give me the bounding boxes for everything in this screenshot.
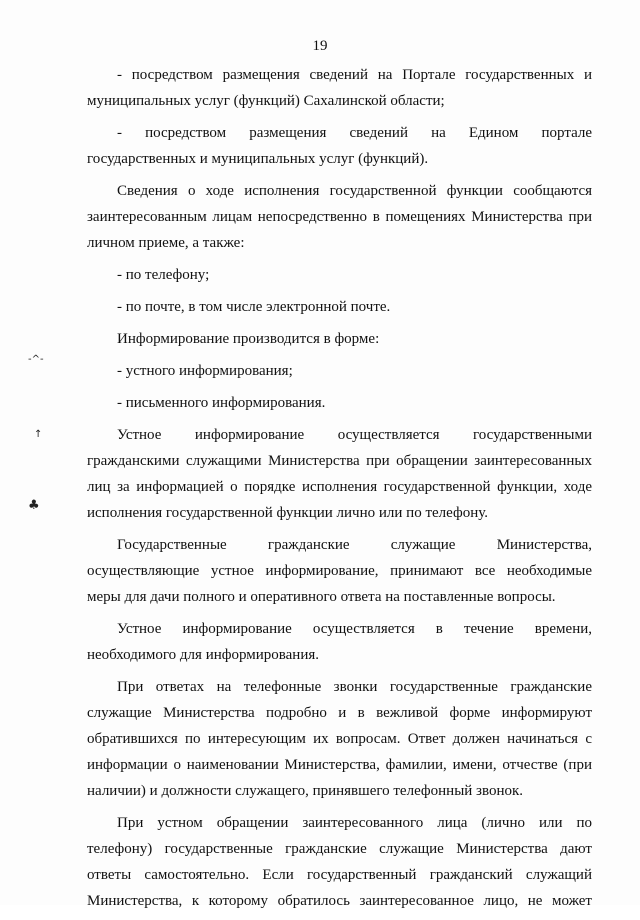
list-item [117,390,592,416]
text-line: Министерства, к которому обратилось заинтересованное лицо, не может [87,893,592,909]
document-body [87,62,592,920]
text-line: заинтересованным лицам непосредственно в помещениях Министерства при [87,209,592,225]
text-line: ответы самостоятельно. Если государственный гражданский служащий [87,867,592,883]
text-line: осуществляющие устное информирование, принимают все необходимые [87,563,592,579]
text-line: Устное информирование осуществляется государственными [117,427,592,443]
text-line: Государственные гражданские служащие Министерства, [117,537,592,553]
page-number: 19 [312,38,328,54]
text-line: При устном обращении заинтересованного лица (лично или по [117,815,592,831]
text-line: наличии) и должности служащего, принявшего телефонный звонок. [87,783,524,799]
text-line: телефону) государственные гражданские служащие Министерства дают [87,841,592,857]
text-line: информации о наименовании Министерства, фамилии, имени, отчестве (при [87,757,592,773]
text-line: лиц за информацией о порядке исполнения государственной функции, ходе [87,479,592,495]
text-line: Информирование производится в форме: [117,331,380,347]
list-item [117,358,592,384]
paragraph [87,674,592,804]
paragraph [87,810,592,914]
text-line: служащие Министерства подробно и в вежливой форме информируют [87,705,592,721]
paragraph [87,422,592,526]
paragraph [117,326,592,352]
text-line: муниципальных услуг (функций) Сахалинской области; [87,93,445,109]
text-line: государственных и муниципальных услуг (функций). [87,151,429,167]
text-line: личном приеме, а также: [87,235,245,251]
text-line: необходимого для информирования. [87,647,320,663]
margin-speck: ↑ [34,429,43,440]
list-item [117,262,592,288]
text-line: - по почте, в том числе электронной почте. [117,299,391,315]
text-line: гражданскими служащими Министерства при обращении заинтересованных [87,453,592,469]
text-line: - письменного информирования. [117,395,326,411]
text-line: обратившихся по интересующим их вопросам. Ответ должен начинаться с [87,731,592,747]
text-line: исполнения государственной функции лично или по телефону. [87,505,488,521]
text-line: меры для дачи полного и оперативного ответа на поставленные вопросы. [87,589,556,605]
paragraph [87,532,592,610]
text-line: - по телефону; [117,267,210,283]
paragraph [87,62,592,114]
text-line: - устного информирования; [117,363,293,379]
text-line: - посредством размещения сведений на Портале государственных и [117,67,592,83]
text-line: - посредством размещения сведений на Едином портале [117,125,592,141]
paragraph [87,120,592,172]
list-item [117,294,592,320]
paragraph [87,178,592,256]
margin-speck: ♣ [28,498,40,513]
paragraph [87,616,592,668]
text-line: При ответах на телефонные звонки государственные гражданские [117,679,592,695]
text-line: Устное информирование осуществляется в течение времени, [117,621,592,637]
margin-speck: -^- [28,354,44,365]
text-line: Сведения о ходе исполнения государственной функции сообщаются [117,183,592,199]
